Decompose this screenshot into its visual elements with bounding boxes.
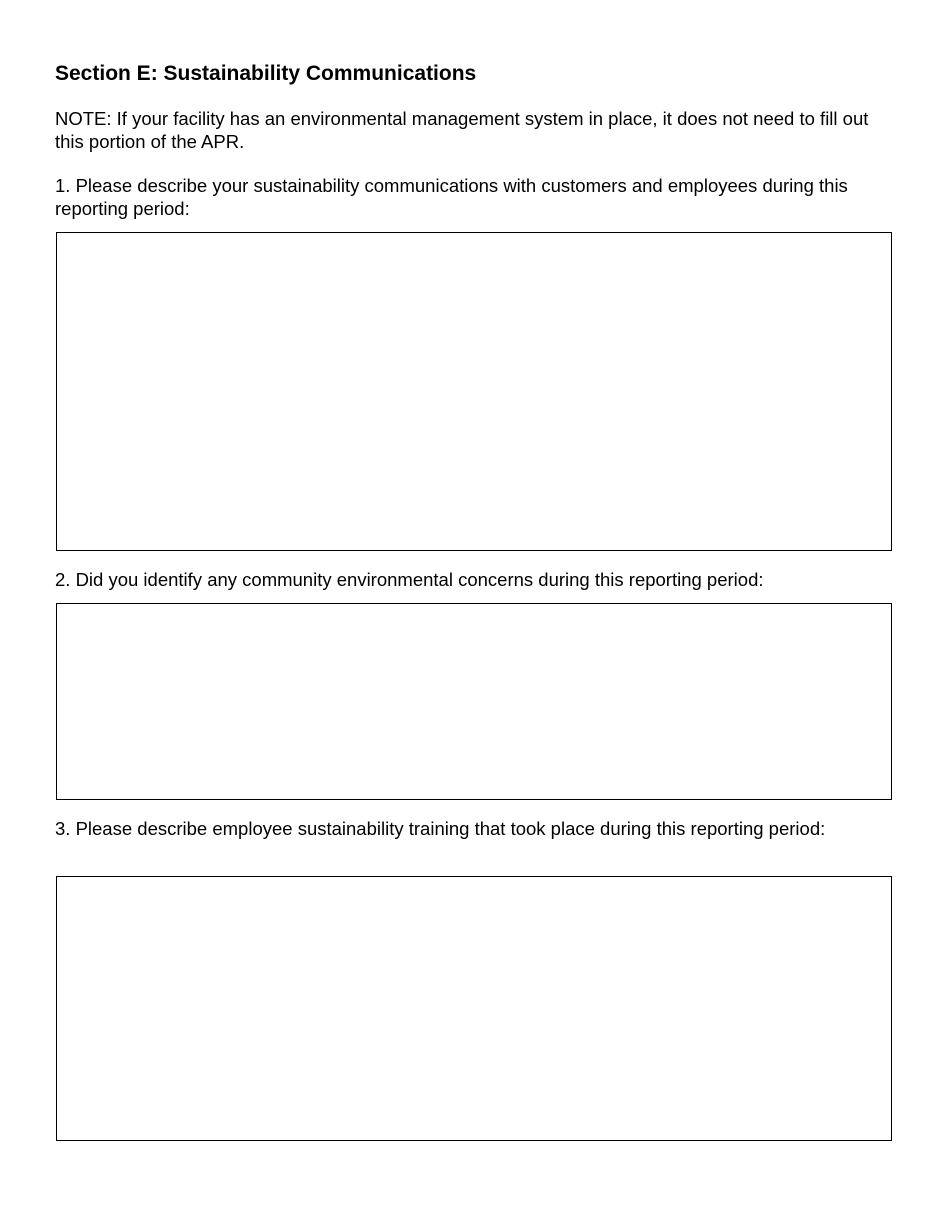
section-note: NOTE: If your facility has an environmental management system in place, it does not need to fill out this portion of the APR. <box>55 108 869 152</box>
question-3-label: 3. Please describe employee sustainability training that took place during this reporting period: <box>55 818 826 839</box>
question-2-answer-field[interactable] <box>56 603 892 800</box>
question-1-answer-field[interactable] <box>56 232 892 551</box>
question-3-answer-field[interactable] <box>56 876 892 1141</box>
section-title: Section E: Sustainability Communications <box>55 62 477 85</box>
question-1-label: 1. Please describe your sustainability communications with customers and employees during this reporting period: <box>55 175 848 219</box>
question-2-label: 2. Did you identify any community environmental concerns during this reporting period: <box>55 569 764 590</box>
